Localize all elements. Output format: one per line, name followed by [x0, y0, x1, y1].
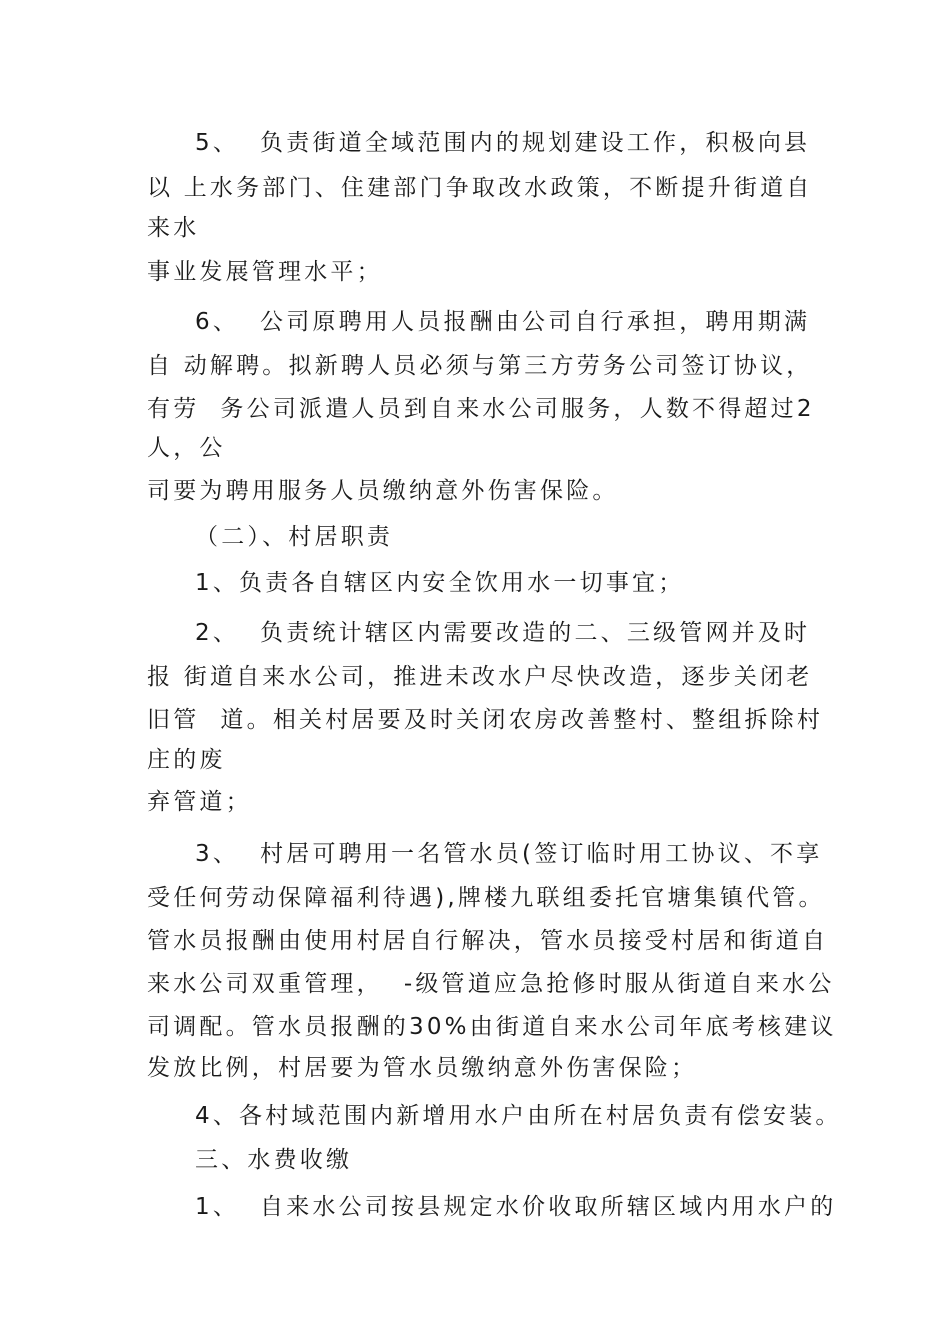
text-line: 事业发展管理水平；	[147, 259, 383, 285]
text-line: 5、 负责街道全域范围内的规划建设工作，积极向县	[195, 130, 811, 156]
text-line: 旧管 道。相关村居要及时关闭农房改善整村、整组拆除村	[147, 707, 824, 733]
text-line: 4、各村域范围内新增用水户由所在村居负责有偿安装。	[195, 1103, 842, 1129]
text-line: 3、 村居可聘用一名管水员(签订临时用工协议、不享	[195, 841, 823, 867]
text-line: 管水员报酬由使用村居自行解决，管水员接受村居和街道自	[147, 928, 829, 954]
text-line: 人，公	[147, 435, 226, 461]
text-line: 自 动解聘。拟新聘人员必须与第三方劳务公司签订协议，	[147, 353, 813, 379]
text-line: 有劳 务公司派遣人员到自来水公司服务，人数不得超过2	[147, 396, 815, 422]
text-line: 庄的废	[147, 747, 226, 773]
text-line: 发放比例，村居要为管水员缴纳意外伤害保险；	[147, 1055, 698, 1081]
text-line: 来水公司双重管理， -级管道应急抢修时服从街道自来水公	[147, 971, 835, 997]
text-line: 来水	[147, 215, 200, 241]
text-line: 6、 公司原聘用人员报酬由公司自行承担，聘用期满	[195, 309, 811, 335]
section-heading: （二）、村居职责	[195, 524, 394, 550]
text-line: 弃管道；	[147, 789, 252, 815]
text-line: 以 上水务部门、住建部门争取改水政策，不断提升街道自	[147, 175, 813, 201]
section-heading: 三、水费收缴	[195, 1147, 353, 1173]
text-line: 报 街道自来水公司，推进未改水户尽快改造，逐步关闭老	[147, 664, 813, 690]
text-line: 司要为聘用服务人员缴纳意外伤害保险。	[147, 478, 619, 504]
text-line: 受任何劳动保障福利待遇),牌楼九联组委托官塘集镇代管。	[147, 885, 825, 911]
text-line: 1、 自来水公司按县规定水价收取所辖区域内用水户的	[195, 1194, 837, 1220]
text-line: 司调配。管水员报酬的30%由街道自来水公司年底考核建议	[147, 1014, 837, 1040]
text-line: 1、负责各自辖区内安全饮用水一切事宜；	[195, 570, 685, 596]
text-line: 2、 负责统计辖区内需要改造的二、三级管网并及时	[195, 620, 811, 646]
